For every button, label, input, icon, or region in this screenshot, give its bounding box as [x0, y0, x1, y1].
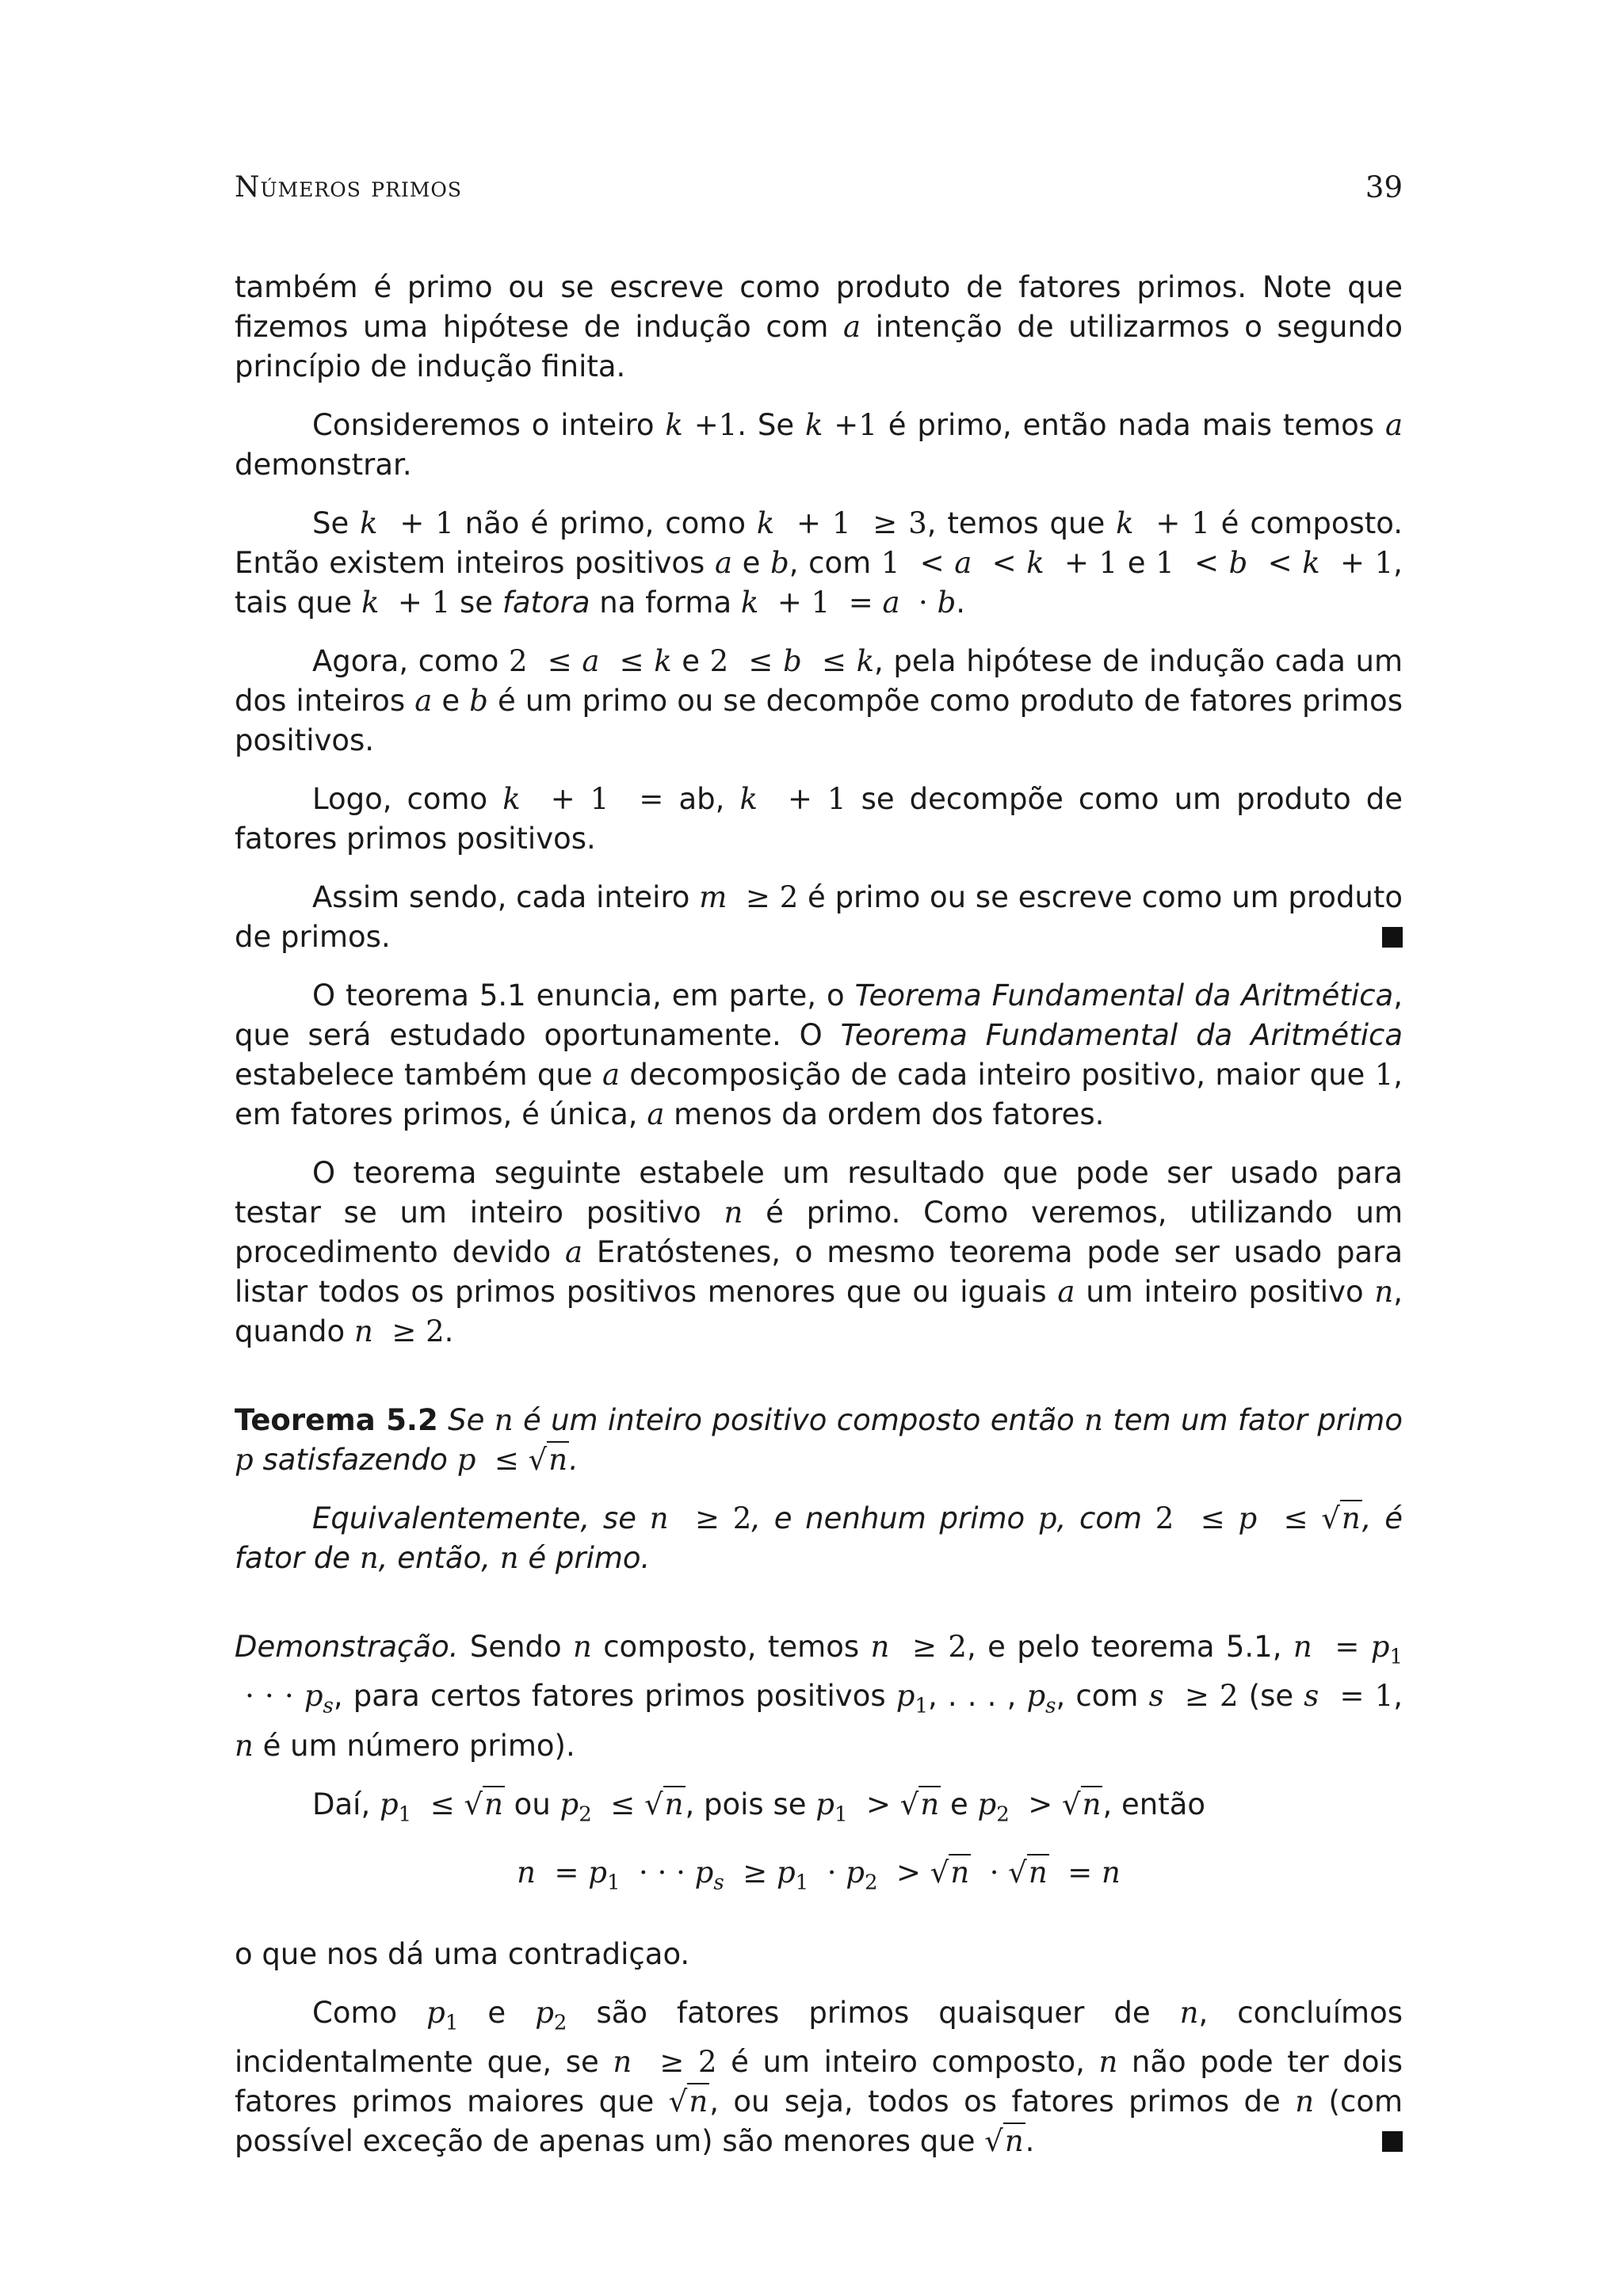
proof-intro-text: Sendo n composto, temos n ≥ 2, e pelo teorema 5.1, $n = p_1$ · · · $p_s$, para certos fatores primos positivos $p_1$, . . . , $p_s$, com s ≥ 2 (se s = 1, n é um número primo). — [235, 1630, 1403, 1763]
running-title: Números primos — [235, 171, 463, 204]
proof-intro — [235, 1627, 1403, 1766]
proof-after-display: o que nos dá uma contradiçao. — [235, 1936, 690, 1971]
paragraph-1: também é primo ou se escreve como produto de fatores primos. Note que fizemos uma hipótese de indução com a intenção de utilizarmos o segundo princípio de indução finita. — [235, 270, 1403, 383]
page-number: 39 — [1365, 170, 1403, 204]
paragraph-4: Agora, como 2 ≤ a ≤ k e 2 ≤ b ≤ k, pela hipótese de indução cada um dos inteiros a e b é um primo ou se decompõe como produto de fatores primos positivos. — [235, 644, 1403, 757]
theorem-statement — [235, 1401, 1403, 1480]
proof-label: Demonstração. — [235, 1630, 459, 1664]
proof-conclusion-text: Como $p_1$ e $p_2$ são fatores primos quaisquer de n, concluímos incidentalmente que, se n ≥ 2 é um inteiro composto, n não pode ter dois fatores primos maiores que √n, ou seja, todos os fatores primos de n (com possível exceção de apenas um) são menores que √n. — [235, 1995, 1403, 2158]
paragraph-7: O teorema 5.1 enuncia, em parte, o Teorema Fundamental da Aritmética, que será estudado oportunamente. O Teorema Fundamental da Aritmética estabelece também que a decomposição de cada inteiro positivo, maior que 1, em fatores primos, é única, a menos da ordem dos fatores. — [235, 978, 1403, 1131]
theorem-equivalent: Equivalentemente, se n ≥ 2, e nenhum primo p, com 2 ≤ p ≤ √n, é fator de n, então, n é primo. — [235, 1501, 1403, 1575]
paragraph-6-text: Assim sendo, cada inteiro m ≥ 2 é primo ou se escreve como um produto de primos. — [235, 880, 1403, 954]
paragraph-5: Logo, como k + 1 = ab, k + 1 se decompõe como um produto de fatores primos positivos. — [235, 782, 1403, 856]
paragraph-2: Consideremos o inteiro k +1. Se k +1 é primo, então nada mais temos a demonstrar. — [235, 408, 1403, 482]
paragraph-8: O teorema seguinte estabele um resultado que pode ser usado para testar se um inteiro positivo n é primo. Como veremos, utilizando um procedimento devido a Eratóstenes, o mesmo teorema pode ser usado para listar todos os primos positivos menores que ou iguais a um inteiro positivo n, quando n ≥ 2. — [235, 1156, 1403, 1348]
paragraph-6 — [235, 878, 1403, 957]
display-equation: $n = p_1$ · · · $p_s \ge p_1 \cdot p_2 > √n \cdot √n = n$ — [517, 1855, 1121, 1895]
theorem-text: Se n é um inteiro positivo composto então n tem um fator primo p satisfazendo p ≤ √n. — [235, 1403, 1403, 1477]
page-body — [235, 268, 1403, 2180]
qed-symbol — [1382, 927, 1403, 948]
qed-symbol — [1382, 2131, 1403, 2152]
paragraph-3: Se k + 1 não é primo, como k + 1 ≥ 3, temos que k + 1 é composto. Então existem inteiros positivos a e b, com 1 < a < k + 1 e 1 < b < k + 1, tais que k + 1 se fatora na forma k + 1 = a · b. — [235, 506, 1403, 620]
page-header — [235, 168, 1403, 215]
proof-step: Daí, $p_1 \le √n$ ou $p_2 \le √n$, pois se $p_1 > √n$ e $p_2 > √n$, então — [312, 1787, 1206, 1827]
theorem-label: Teorema 5.2 — [235, 1403, 438, 1437]
proof-conclusion — [235, 1993, 1403, 2161]
